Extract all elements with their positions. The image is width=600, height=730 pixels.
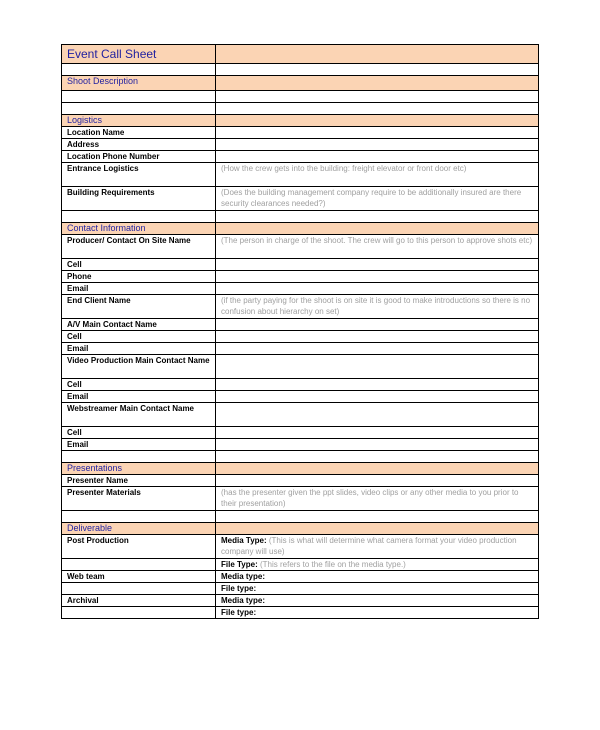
field-value[interactable] — [216, 271, 539, 283]
field-value[interactable] — [216, 127, 539, 139]
field-label: Presenter Materials — [62, 487, 216, 511]
field-value[interactable] — [216, 535, 539, 559]
field-value[interactable] — [216, 139, 539, 151]
field-hint[interactable]: (The person in charge of the shoot. The crew will go to this person to approve shots etc) — [216, 235, 539, 259]
field-label: Email — [62, 391, 216, 403]
field-label: Video Production Main Contact Name — [62, 355, 216, 379]
blank-row — [62, 451, 539, 463]
section-deliverable — [62, 523, 539, 535]
row-producer — [62, 235, 539, 259]
field-label: Archival — [62, 595, 216, 607]
section-label: Shoot Description — [62, 76, 216, 91]
field-value[interactable] — [216, 379, 539, 391]
field-hint[interactable]: (has the presenter given the ppt slides, video clips or any other media to you prior to their presentation) — [216, 487, 539, 511]
field-hint[interactable]: (Does the building management company require to be additionally insured are there security clearances needed?) — [216, 187, 539, 211]
field-value[interactable] — [216, 583, 539, 595]
section-contact-information — [62, 223, 539, 235]
section-label: Deliverable — [62, 523, 216, 535]
field-label: Cell — [62, 331, 216, 343]
field-label: End Client Name — [62, 295, 216, 319]
row-av-main — [62, 319, 539, 331]
field-label: Presenter Name — [62, 475, 216, 487]
field-label: Location Name — [62, 127, 216, 139]
field-hint[interactable]: (How the crew gets into the building: freight elevator or front door etc) — [216, 163, 539, 187]
row-email — [62, 439, 539, 451]
row-email — [62, 343, 539, 355]
field-label: Email — [62, 439, 216, 451]
page-title: Event Call Sheet — [62, 45, 216, 64]
field-label: Cell — [62, 259, 216, 271]
row-presenter-name — [62, 475, 539, 487]
file-type-label: File Type: — [221, 560, 258, 569]
blank-row — [62, 511, 539, 523]
field-value[interactable] — [216, 559, 539, 571]
field-label: Producer/ Contact On Site Name — [62, 235, 216, 259]
row-cell — [62, 331, 539, 343]
field-label: Webstreamer Main Contact Name — [62, 403, 216, 427]
row-post-production-file — [62, 559, 539, 571]
field-label: Entrance Logistics — [62, 163, 216, 187]
row-address — [62, 139, 539, 151]
row-archival-file — [62, 607, 539, 619]
section-logistics — [62, 115, 539, 127]
row-cell — [62, 259, 539, 271]
row-cell — [62, 379, 539, 391]
row-email — [62, 283, 539, 295]
file-type-label: File type: — [221, 584, 257, 593]
field-value[interactable] — [216, 607, 539, 619]
row-building-requirements — [62, 187, 539, 211]
row-cell — [62, 427, 539, 439]
row-webstreamer — [62, 403, 539, 427]
field-value[interactable] — [216, 331, 539, 343]
row-email — [62, 391, 539, 403]
field-value[interactable] — [216, 571, 539, 583]
row-presenter-materials — [62, 487, 539, 511]
section-label: Logistics — [62, 115, 216, 127]
field-label: Web team — [62, 571, 216, 583]
field-value[interactable] — [216, 355, 539, 379]
blank-row — [62, 64, 539, 76]
blank-row — [62, 103, 539, 115]
field-label: Cell — [62, 379, 216, 391]
row-archival — [62, 595, 539, 607]
blank-row — [62, 91, 539, 103]
media-type-label: Media type: — [221, 572, 266, 581]
call-sheet-table — [61, 44, 539, 619]
field-value[interactable] — [216, 475, 539, 487]
field-label: Post Production — [62, 535, 216, 559]
field-value[interactable] — [216, 595, 539, 607]
row-phone — [62, 271, 539, 283]
field-value[interactable] — [216, 343, 539, 355]
field-value[interactable] — [216, 403, 539, 427]
field-label: Phone — [62, 271, 216, 283]
row-web-team — [62, 571, 539, 583]
row-end-client — [62, 295, 539, 319]
file-type-label: File type: — [221, 608, 257, 617]
blank-row — [62, 211, 539, 223]
media-type-label: Media type: — [221, 596, 266, 605]
file-type-hint: (This refers to the file on the media type.) — [259, 560, 406, 569]
field-label: Cell — [62, 427, 216, 439]
section-presentations — [62, 463, 539, 475]
row-location-phone — [62, 151, 539, 163]
title-value-cell[interactable] — [216, 45, 539, 64]
field-value[interactable] — [216, 319, 539, 331]
media-type-label: Media Type: — [221, 536, 267, 545]
section-label: Presentations — [62, 463, 216, 475]
field-value[interactable] — [216, 391, 539, 403]
field-value[interactable] — [216, 151, 539, 163]
field-label: Email — [62, 283, 216, 295]
row-entrance-logistics — [62, 163, 539, 187]
field-label: A/V Main Contact Name — [62, 319, 216, 331]
field-value[interactable] — [216, 439, 539, 451]
field-value[interactable] — [216, 427, 539, 439]
row-location-name — [62, 127, 539, 139]
section-shoot-description — [62, 76, 539, 91]
field-value[interactable] — [216, 283, 539, 295]
section-label: Contact Information — [62, 223, 216, 235]
title-row — [62, 45, 539, 64]
field-label: Building Requirements — [62, 187, 216, 211]
field-hint[interactable]: (if the party paying for the shoot is on site it is good to make introductions so there is no confusion about hierarchy on set) — [216, 295, 539, 319]
row-post-production — [62, 535, 539, 559]
field-label: Email — [62, 343, 216, 355]
media-type-hint: (This is what will determine what camera format your video production company will use) — [221, 536, 517, 556]
field-value[interactable] — [216, 259, 539, 271]
row-video-production — [62, 355, 539, 379]
row-web-team-file — [62, 583, 539, 595]
field-label: Location Phone Number — [62, 151, 216, 163]
field-label: Address — [62, 139, 216, 151]
